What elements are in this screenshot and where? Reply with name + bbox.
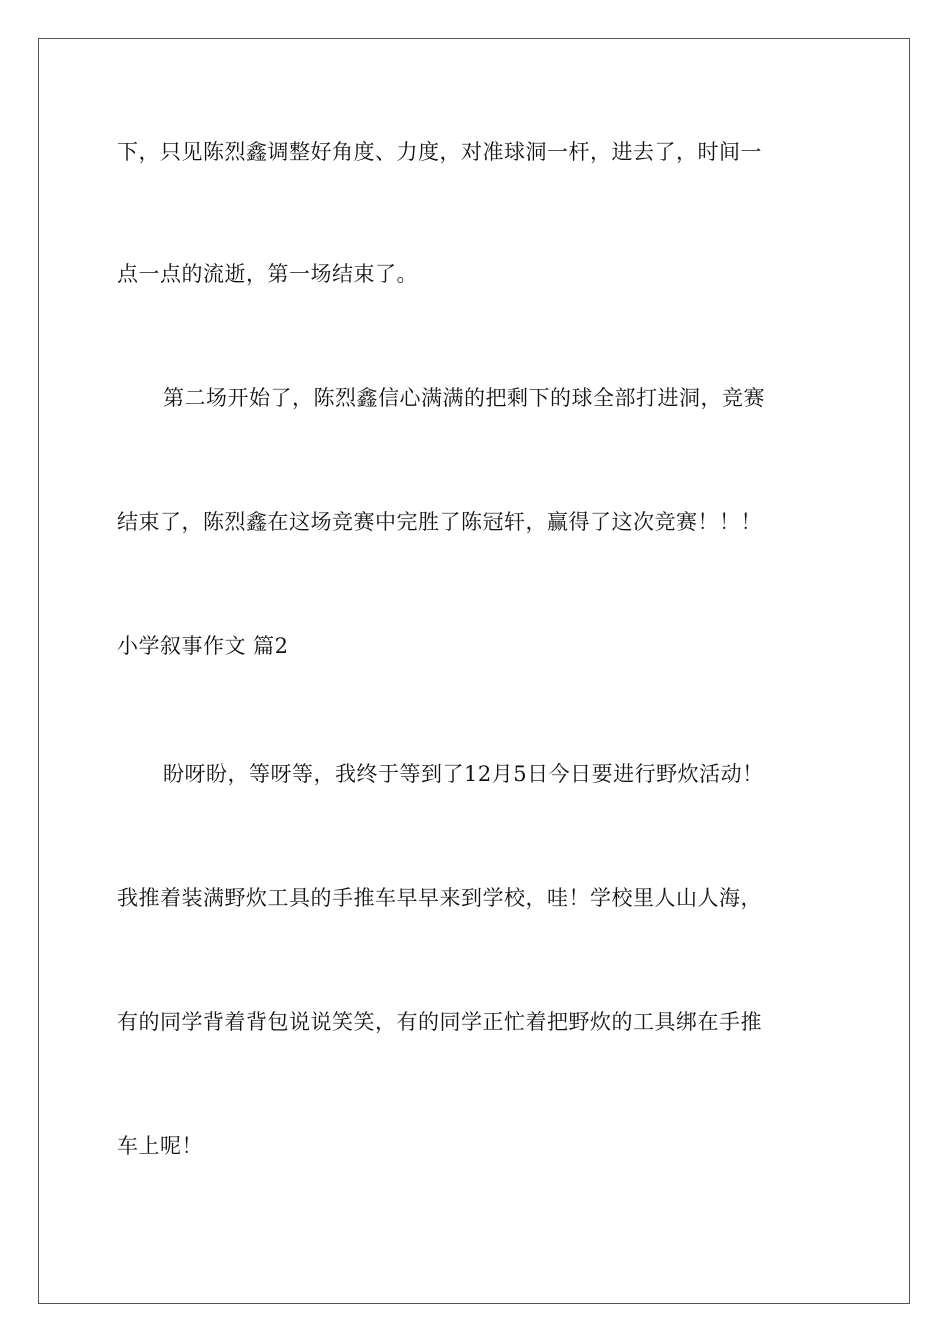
section-heading: 小学叙事作文 篇2 xyxy=(117,634,289,658)
paragraph-line: 我推着装满野炊工具的手推车早早来到学校，哇！学校里人山人海， xyxy=(117,886,762,910)
paragraph-line: 结束了，陈烈鑫在这场竞赛中完胜了陈冠轩，赢得了这次竞赛！！！ xyxy=(117,510,762,534)
paragraph-line: 第二场开始了，陈烈鑫信心满满的把剩下的球全部打进洞，竞赛 xyxy=(163,386,765,410)
paragraph-line: 盼呀盼，等呀等，我终于等到了12月5日今日要进行野炊活动！ xyxy=(163,762,764,786)
paragraph-line: 点一点的流逝，第一场结束了。 xyxy=(117,262,418,286)
page-border xyxy=(38,38,910,1304)
paragraph-line: 有的同学背着背包说说笑笑，有的同学正忙着把野炊的工具绑在手推 xyxy=(117,1010,762,1034)
paragraph-line: 下，只见陈烈鑫调整好角度、力度，对准球洞一杆，进去了，时间一 xyxy=(117,140,762,164)
paragraph-line: 车上呢！ xyxy=(117,1134,203,1158)
